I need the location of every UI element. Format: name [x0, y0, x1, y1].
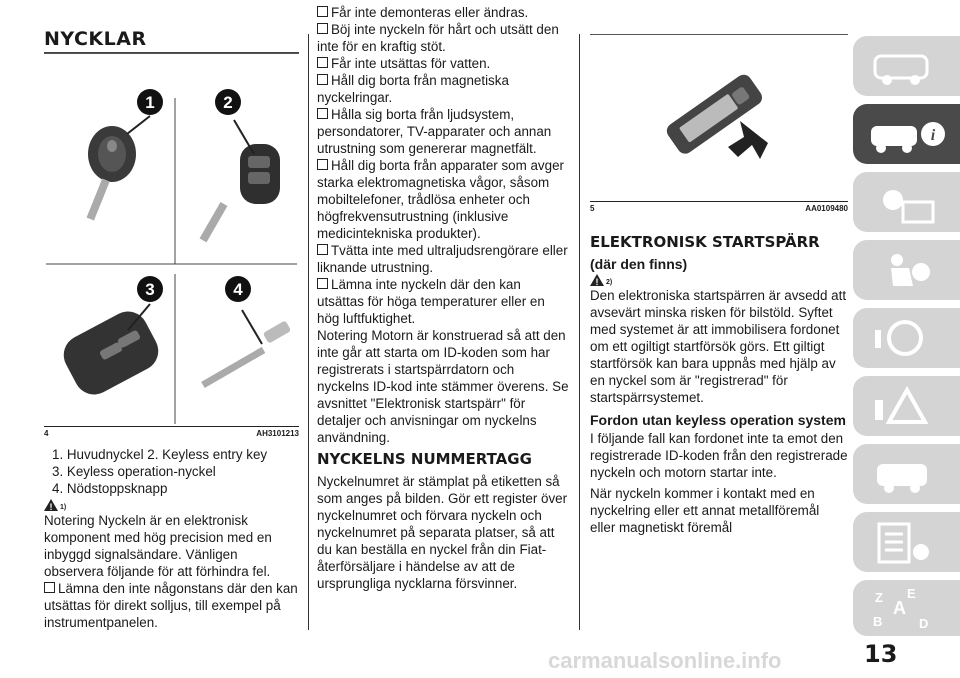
- keyless-operation-key-image: [57, 305, 166, 402]
- tab-car-info[interactable]: [853, 104, 960, 164]
- checkbox-bullet-icon: [317, 159, 328, 170]
- warning-triangle-icon: [590, 274, 604, 286]
- immobilizer-text: Den elektroniska startspärren är avsedd att avsevärt minska risken för bilstöld. Syftet med systemet är att immobilisera fordonet om ett ogiltigt startförsök görs. Ett giltigt startförsök kan bara uppnås med hjälp av en nyckel som är "registrerad" för startspärrsystemet.: [590, 288, 847, 405]
- tab-index[interactable]: [853, 580, 960, 636]
- column-2: [317, 4, 569, 592]
- list-item: 4. Nödstoppsknapp: [52, 481, 168, 496]
- page-title: NYCKLAR: [44, 28, 147, 50]
- checkbox-bullet-icon: [317, 6, 328, 17]
- main-key-image: [87, 126, 136, 220]
- key-list: [44, 446, 299, 497]
- list-item: 3. Keyless operation-nyckel: [52, 464, 216, 479]
- emergency-key-image: [201, 320, 291, 388]
- keys-figure: [44, 53, 299, 426]
- bullet-item: Tvätta inte med ultraljudsrengörare eller liknande utrustning.: [317, 243, 568, 275]
- metal-contact-text: När nyckeln kommer i kontakt med en nyckelring eller ett annat metallföremål eller magnetiskt föremål: [590, 486, 820, 535]
- checkbox-bullet-icon: [317, 23, 328, 34]
- svg-text:1: 1: [145, 93, 155, 112]
- bullet-item: Lämna den inte någonstans där den kan utsättas för direkt solljus, till exempel på instrumentpanelen.: [44, 581, 298, 630]
- bullet-item: Hålla sig borta från ljudsystem, persondatorer, TV-apparater och annan utrustning som genererar magnetfält.: [317, 107, 552, 156]
- svg-text:Z: Z: [875, 590, 883, 605]
- subheading-availability: (där den finns): [590, 256, 688, 272]
- tab-starting[interactable]: [853, 308, 960, 368]
- tab-safety[interactable]: [853, 240, 960, 300]
- no-keyless-text: I följande fall kan fordonet inte ta emot den registrerade ID-koden från den registrerade nyckeln och motorn startar inte.: [590, 431, 848, 480]
- airbag-safety-icon: [853, 240, 960, 300]
- svg-text:3: 3: [145, 280, 155, 299]
- list-item: 1. Huvudnyckel 2. Keyless entry key: [52, 447, 268, 462]
- warning-triangle-icon: [44, 499, 58, 511]
- car-service-icon: [853, 444, 960, 504]
- marker-1: [137, 89, 163, 115]
- column-divider: [308, 34, 309, 630]
- section-heading-immobilizer: ELEKTRONISK STARTSPÄRR: [590, 233, 820, 251]
- key-number-text: Nyckelnumret är stämplat på etiketten så som anges på bilden. Gör ett register över nyckelnumret och förvara nyckeln och nyckelnumret på separata platser, så att du kan beställa en nyckel från din Fiat-återförsäljare i händelse av att de ursprungliga nycklarna försvinner.: [317, 474, 568, 591]
- arrow-icon: [728, 121, 768, 159]
- key-tag-figure: [590, 34, 848, 201]
- tab-specifications[interactable]: [853, 512, 960, 572]
- bullet-item: Håll dig borta från apparater som avger starka elektromagnetiska vågor, såsom mobiltelefoner, trådlösa enheter och högfrekvensutrustning (inklusive medicintekniska produkter).: [317, 158, 564, 241]
- bullet-item: Lämna inte nyckeln där den kan utsättas för höga temperaturer eller en hög luftfuktighet.: [317, 277, 545, 326]
- svg-text:E: E: [907, 586, 916, 601]
- checkbox-bullet-icon: [317, 57, 328, 68]
- figure-4-caption: 4 AH3101213: [44, 426, 299, 438]
- key-tag-illustration: [590, 35, 848, 201]
- tab-dashboard[interactable]: [853, 36, 960, 96]
- column-3: [590, 34, 848, 536]
- svg-text:!: !: [595, 277, 599, 286]
- watermark: carmanualsonline.info: [548, 648, 782, 673]
- steering-start-icon: [853, 308, 960, 368]
- marker-2: [215, 89, 241, 115]
- keyless-entry-key-image: [200, 144, 280, 242]
- note-text: Notering Nyckeln är en elektronisk komponent med hög precision med en inbyggd signalsändare. Vänligen observera följande för att förhindra fel.: [44, 513, 272, 579]
- svg-text:A: A: [893, 598, 906, 618]
- checkbox-bullet-icon: [317, 108, 328, 119]
- column-divider: [579, 34, 580, 630]
- subheading-no-keyless: Fordon utan keyless operation system: [590, 412, 846, 428]
- svg-text:B: B: [873, 614, 883, 629]
- checkbox-bullet-icon: [317, 244, 328, 255]
- column-1: [44, 28, 299, 631]
- roadside-emergency-icon: [853, 376, 960, 436]
- checkbox-bullet-icon: [44, 582, 55, 593]
- bullet-item: Får inte utsättas för vatten.: [317, 55, 569, 72]
- specifications-list-icon: [853, 512, 960, 572]
- tab-warning-lights[interactable]: [853, 172, 960, 232]
- bullet-item: Böj inte nyckeln för hårt och utsätt den inte för en kraftig stöt.: [317, 22, 559, 54]
- bullet-item: Får inte demonteras eller ändras.: [317, 4, 569, 21]
- svg-text:i: i: [930, 127, 936, 144]
- checkbox-bullet-icon: [317, 74, 328, 85]
- svg-text:!: !: [49, 502, 53, 511]
- warning-reference-1[interactable]: ! 1): [44, 499, 299, 511]
- warning-lights-icon: [853, 172, 960, 232]
- figure-5-caption: 5 AA0109480: [590, 201, 848, 213]
- page-number: 13: [864, 640, 898, 668]
- car-info-icon: [853, 104, 960, 164]
- svg-text:4: 4: [233, 280, 243, 299]
- note-text: Notering Motorn är konstruerad så att den inte går att starta om ID-koden som har registrerats i startspärrdatorn och nyckelns ID-kod inte stämmer överens. Se avsnittet "Elektronisk startspärr" för detaljer och anvisningar om nyckelns användning.: [317, 328, 569, 445]
- checkbox-bullet-icon: [317, 278, 328, 289]
- tab-service[interactable]: [853, 444, 960, 504]
- section-heading-key-number: NYCKELNS NUMMERTAGG: [317, 450, 532, 468]
- marker-4: [225, 276, 251, 302]
- keys-illustration: [44, 54, 299, 426]
- car-dashboard-icon: [853, 36, 960, 96]
- svg-text:D: D: [919, 616, 929, 631]
- marker-3: [137, 276, 163, 302]
- warning-reference-2[interactable]: ! 2): [590, 274, 848, 286]
- tab-emergency[interactable]: [853, 376, 960, 436]
- alphabetical-index-icon: [853, 580, 960, 636]
- svg-text:2: 2: [223, 93, 233, 112]
- bullet-item: Håll dig borta från magnetiska nyckelringar.: [317, 73, 509, 105]
